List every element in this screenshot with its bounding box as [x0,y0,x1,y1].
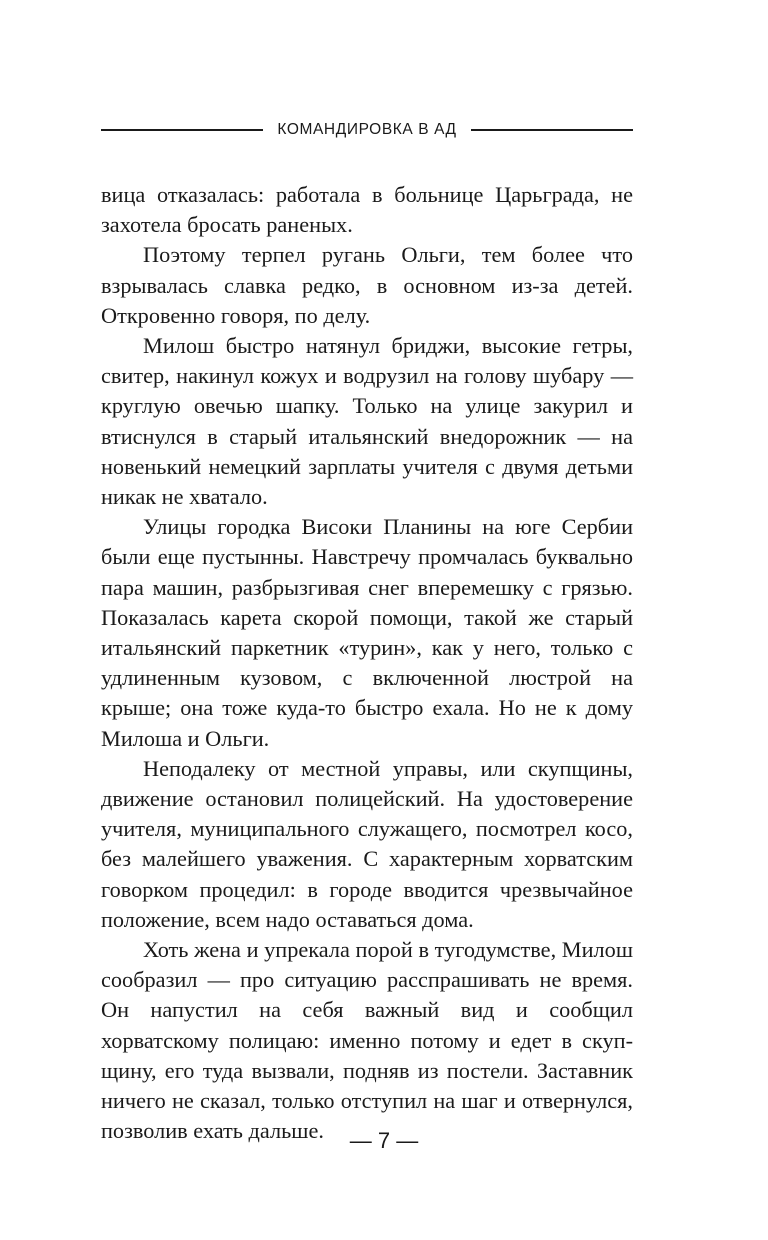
header-rule-left [101,129,263,131]
paragraph-4: Улицы городка Високи Планины на юге Сербии были еще пустынны. Навстречу промчалась буквально пара машин, разбрызгивая снег вперемешку с грязью. Показалась карета скорой помощи, такой же старый итальянский паркетник «турин», как у него, только с удлиненным кузовом, с включенной люстрой на крыше; она тоже куда-то быстро ехала. Но не к дому Милоша и Ольги. [101,514,633,751]
body-text [101,180,633,1147]
paragraph-5: Неподалеку от местной управы, или скупщины, движение остановил полицейский. На удостоверение учителя, муниципального служащего, посмотрел косо, без малейшего уважения. С характерным хорватским говорком процедил: в городе вводится чрезвычайное положение, всем надо оставаться дома. [101,755,633,932]
paragraph-1: вица отказалась: работала в больнице Царьграда, не захотела бросать раненых. [101,182,633,238]
running-header [101,118,633,142]
paragraph-6: Хоть жена и упрекала порой в тугодумстве, Милош сообразил — про ситуацию расспрашивать не время. Он напустил на себя важный вид и сообщил хорватскому полицаю: именно потому и едет в скупщину, его туда вызвали, подняв из постели. Заставник ничего не сказал, только отступил на шаг и отвернулся, позволив ехать дальше. [101,937,633,1144]
page-number: — 7 — [349,1128,419,1153]
header-rule-right [471,129,633,131]
running-title: КОМАНДИРОВКА В АД [277,121,457,138]
paragraph-2: Поэтому терпел ругань Ольги, тем более что взрывалась славка редко, в основном из-за детей. Откровенно говоря, по делу. [101,242,633,328]
paragraph-3: Милош быстро натянул бриджи, высокие гетры, свитер, накинул кожух и водрузил на голову шубару — круглую овечью шапку. Только на улице закурил и втиснулся в старый итальянский внедорожник — на новенький немецкий зарплаты учителя с двумя детьми никак не хватало. [101,333,633,510]
